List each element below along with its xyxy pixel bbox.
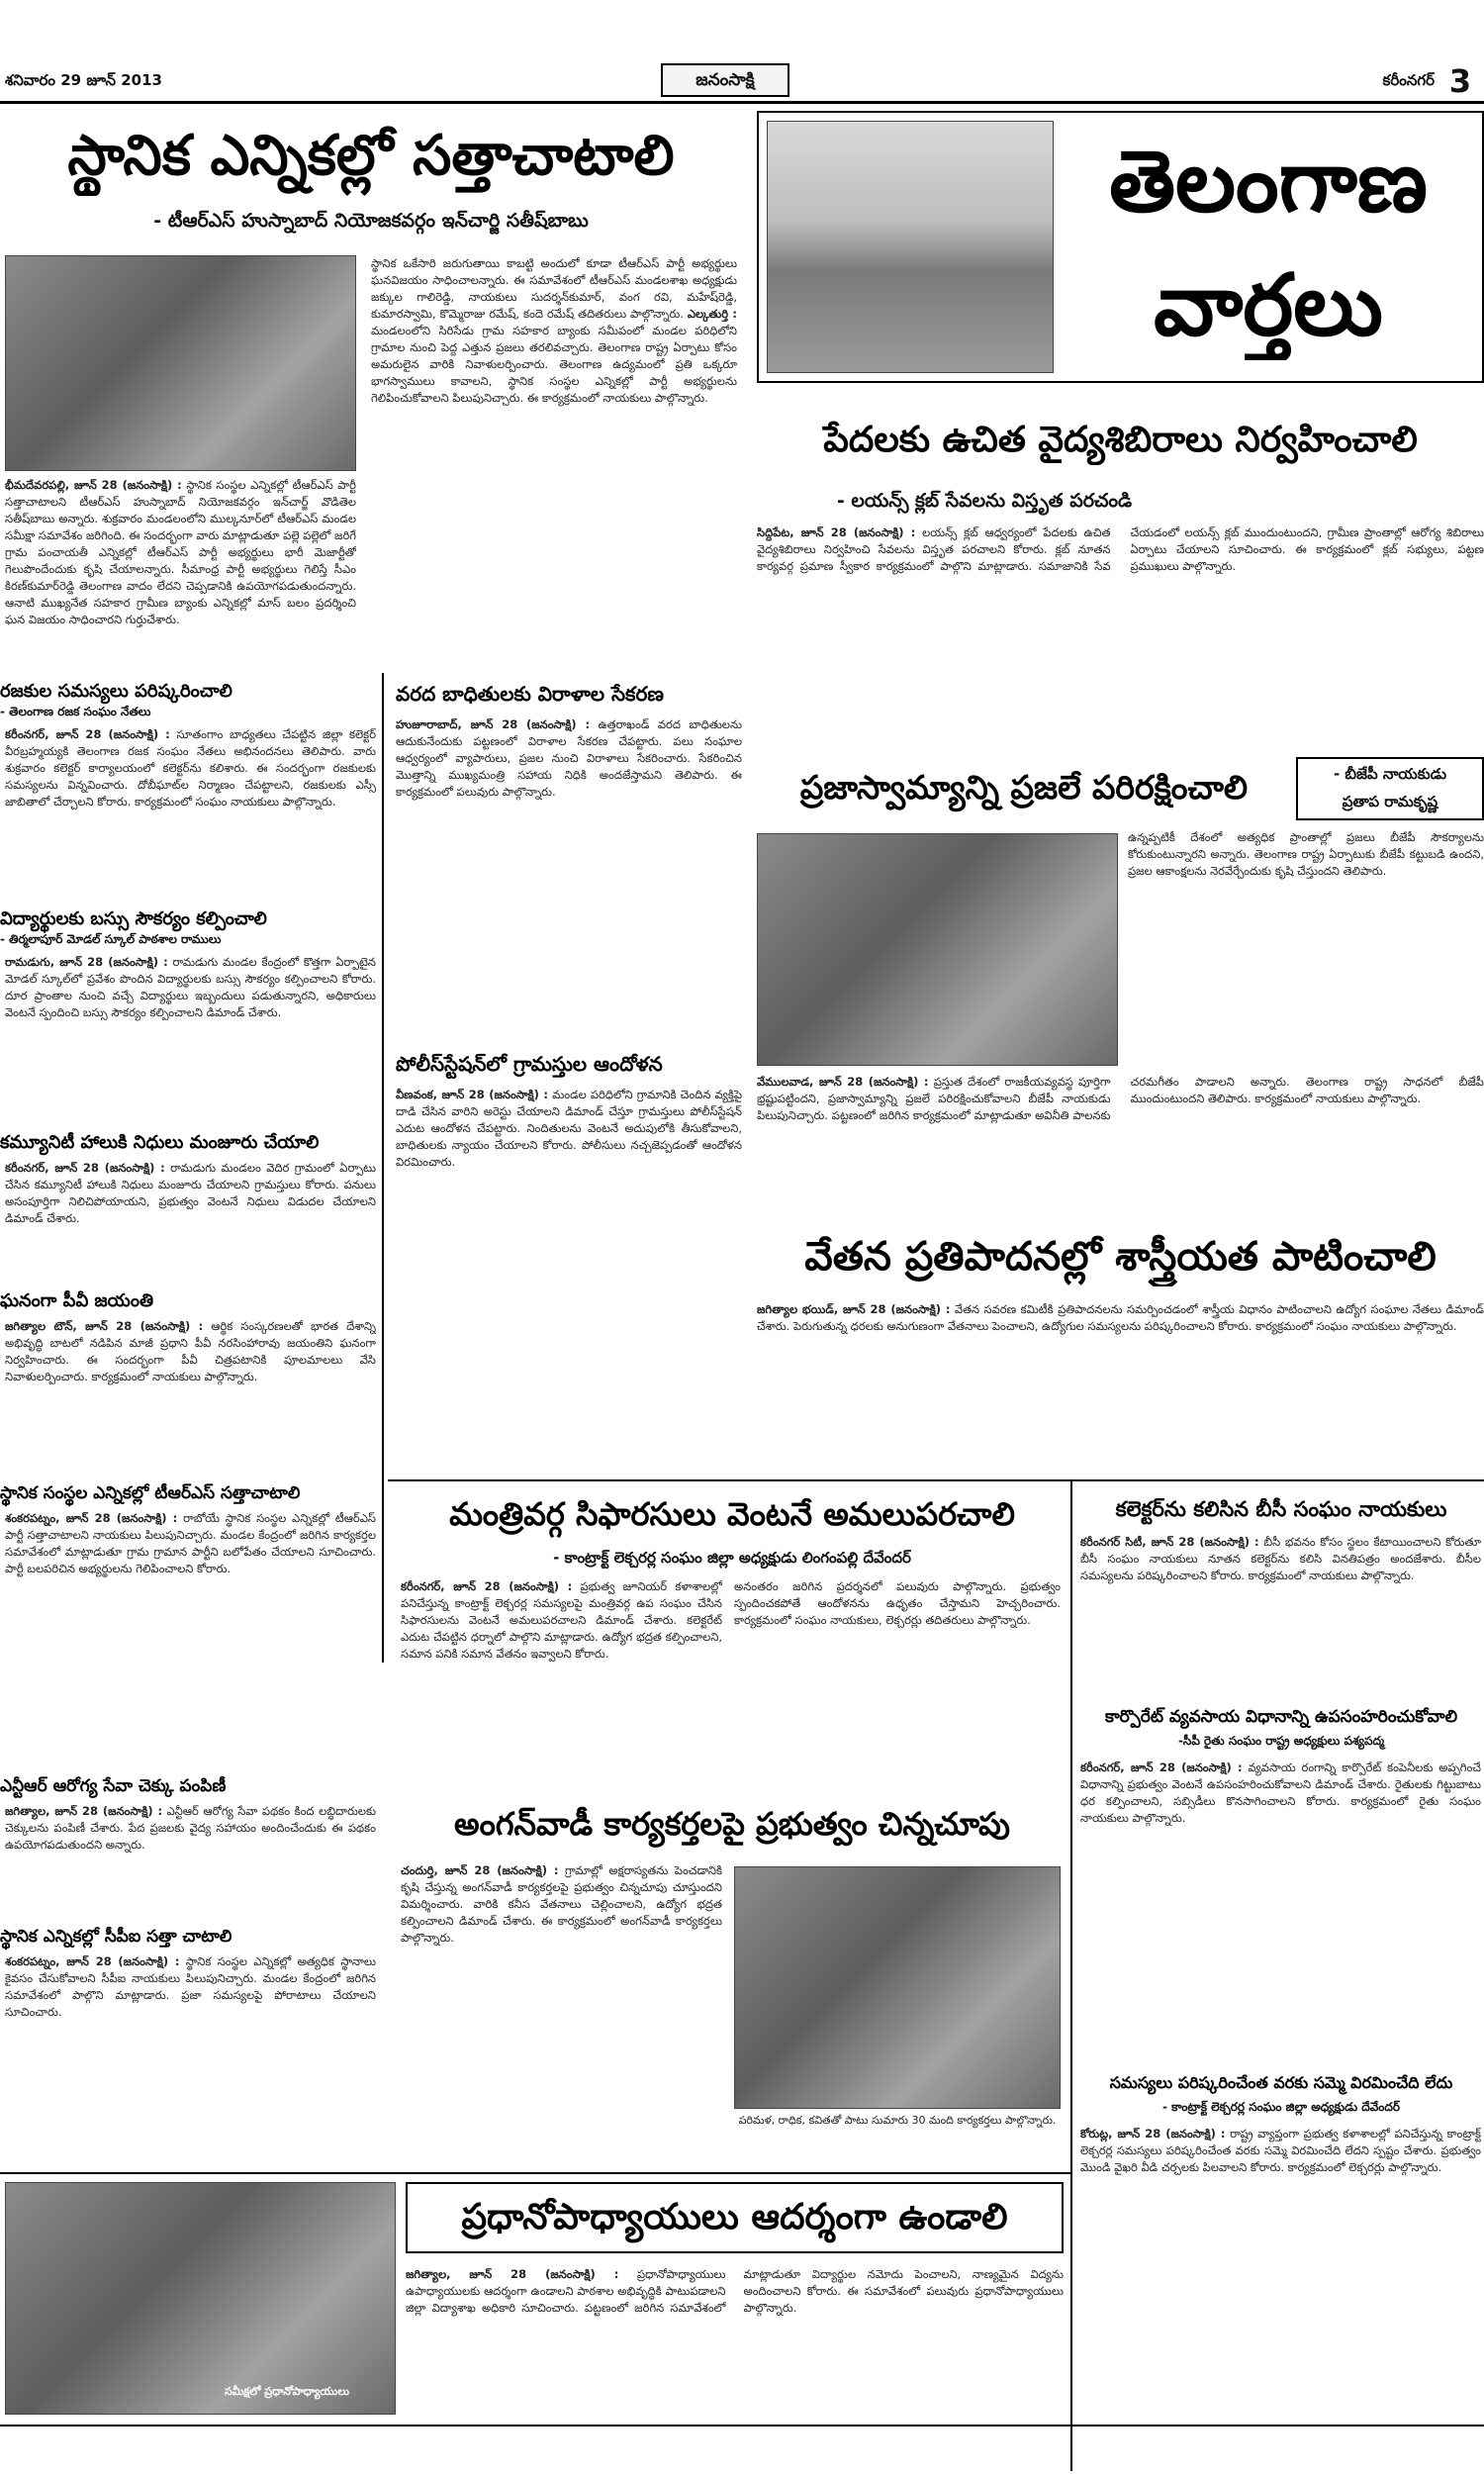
cpi-local-body [5, 1953, 376, 2102]
anganwadi-headline: అంగన్‌వాడీ కార్యకర్తలపై ప్రభుత్వం చిన్నచూపు [454, 1805, 1010, 1843]
feature-banner [757, 111, 1484, 383]
feature-title-line1: తెలంగాణ [1109, 133, 1428, 232]
headmasters-top-rule [0, 2172, 1070, 2174]
flood-relief-headline: వరద బాధితులకు విరాళాల సేకరణ [396, 682, 664, 706]
police-station-text: మండల పరిధిలోని గ్రామానికి చెందిన వ్యక్తిపై దాడి చేసిన వారిని అరెస్టు చేయాలని డిమాండ్ చేస్తూ గ్రామస్తులు పోలీస్‌స్టేషన్ ఎదుట ఆందోళన చేపట్టారు. నిందితులను వెంటనే అదుపులోకి తీసుకోవాలని, బాధితులకు న్యాయం చేయాలని కోరారు. పోలీసులు నచ్చజెప్పడంతో ఆందోళన విరమించారు. [396, 1088, 742, 1169]
community-hall-headline: కమ్యూనిటీ హాలుకి నిధులు మంజూరు చేయాలి [0, 1132, 320, 1153]
democracy-photo [757, 833, 1118, 1066]
students-bus-headline: విద్యార్థులకు బస్సు సౌకర్యం కల్పించాలి [0, 908, 267, 929]
flood-relief-dateline: హుజూరాబాద్, జూన్ 28 (జనంసాక్షి) : [396, 717, 591, 731]
students-bus-body [5, 954, 376, 1122]
masthead-name: జనంసాక్షి [696, 70, 755, 90]
header-rule [0, 101, 1484, 104]
feature-title-line2: వార్తలు [1154, 256, 1383, 355]
header-date: శనివారం 29 జూన్ 2013 [5, 71, 162, 89]
medical-camps-byline: - లయన్స్ క్లబ్ సేవలను విస్తృత పరచండి [836, 490, 1133, 512]
medical-camps-headline: పేదలకు ఉచిత వైద్యశిబిరాలు నిర్వహించాలి [823, 420, 1418, 460]
left-column-rule [382, 673, 384, 1663]
anganwadi-dateline: చందుర్తి, జూన్ 28 (జనంసాక్షి) : [401, 1863, 559, 1877]
local-elections-body [5, 477, 356, 665]
anganwadi-photo [734, 1866, 1061, 2109]
headmasters-photo [5, 2182, 396, 2415]
ntr-arogya-dateline: జగిత్యాల, జూన్ 28 (జనంసాక్షి) : [5, 1804, 163, 1818]
students-bus-text: రామడుగు మండల కేంద్రంలో కొత్తగా ఏర్పాటైన మోడల్ స్కూల్‌లో ప్రవేశం పొందిన విద్యార్థులకు బస్సు సౌకర్యం కల్పించాలని కోరారు. దూర ప్రాంతాల నుంచి వచ్చే విద్యార్థులు ఇబ్బందులు పడుతున్నారని, అధికారులు వెంటనే స్పందించి బస్సు సౌకర్యం కల్పించాలని డిమాండ్ చేశారు. [5, 955, 376, 1019]
anganwadi-caption: పరిమళ, రాధిక, కవితతో పాటు సుమారు 30 మంది కార్యకర్తలు పాల్గొన్నారు. [738, 2114, 1057, 2127]
corporate-text: వ్యవసాయ రంగాన్ని కార్పొరేట్ కంపెనీలకు అప్పగించే విధానాన్ని ప్రభుత్వం వెంటనే ఉపసంహరించుకోవాలని డిమాండ్ చేశారు. రైతులకు గిట్టుబాటు ధర కల్పించాలని, సబ్సిడీలు కొనసాగించాలని కోరారు. కార్యక్రమంలో రైతు సంఘం నాయకులు పాల్గొన్నారు. [1080, 1760, 1481, 1825]
ministers-text: ప్రభుత్వ జూనియర్ కళాశాలల్లో పనిచేస్తున్న కాంట్రాక్ట్ లెక్చరర్ల సమస్యలపై మంత్రివర్గ ఉప సంఘం చేసిన సిఫారసులను వెంటనే అమలుపరచాలని డిమాండ్ చేశారు. కలెక్టరేట్ ఎదుట చేపట్టిన ధర్నాలో పాల్గొని మాట్లాడారు. ఉద్యోగ భద్రత కల్పించాలని, సమాన పనికి సమాన వేతనం ఇవ్వాలని కోరారు. [401, 1579, 722, 1661]
pv-jayanthi-headline: ఘనంగా పీవీ జయంతి [0, 1290, 154, 1311]
fort-photo [767, 121, 1054, 373]
scientific-text: వేతన సవరణ కమిటీకి ప్రతిపాదనలను సమర్పించడంలో శాస్త్రీయ విధానం పాటించాలని ఉద్యోగ సంఘాల నేతలు డిమాండ్ చేశారు. పెరుగుతున్న ధరలకు అనుగుణంగా వేతనాలు పెంచాలని, ఉద్యోగుల సమస్యలను పరిష్కరించాలని కోరారు. కార్యక్రమంలో సంఘం నాయకులు పాల్గొన్నారు. [757, 1302, 1484, 1333]
ministers-headline: మంత్రివర్గ సిఫారసులు వెంటనే అమలుపరచాలి [449, 1495, 1015, 1533]
local-elections-text-3: మండలంలోని సిరిసేడు గ్రామ సహకార బ్యాంకు సమీపంలో మండల పరిధిలోని గ్రామాల నుంచి పెద్ద ఎత్తున ప్రజలు తరలివచ్చారు. తెలంగాణ రాష్ట్ర ఏర్పాటు కోసం అమరులైన వారికి నివాళులర్పించారు. తెలంగాణ ఉద్యమంలో ప్రతి ఒక్కరూ భాగస్వాములు కావాలని, స్థానిక సంస్థల ఎన్నికల్లో పార్టీ అభ్యర్థులను గెలిపించుకోవాలని పిలుపునిచ్చారు. ఈ కార్యక్రమంలో నాయకులు పాల్గొన్నారు. [371, 324, 737, 405]
medical-camps-body [757, 524, 1484, 722]
trs-local-headline: స్థానిక సంస్థల ఎన్నికల్లో టీఆర్ఎస్ సత్తాచాటాలి [0, 1483, 301, 1503]
flood-relief-body [388, 716, 742, 1033]
headmasters-text: ప్రధానోపాధ్యాయులు ఉపాధ్యాయులకు ఆదర్శంగా ఉండాలని పాఠశాల అభివృద్ధికి పాటుపడాలని జిల్లా విద్యాశాఖ అధికారి సూచించారు. పట్టణంలో జరిగిన సమావేశంలో మాట్లాడుతూ విద్యార్థుల నమోదు పెంచాలని, నాణ్యమైన విద్యను అందించాలని కోరారు. ఈ సమావేశంలో పలువురు ప్రధానోపాధ్యాయులు పాల్గొన్నారు. [406, 2267, 1064, 2315]
trs-local-dateline: శంకరపట్నం, జూన్ 28 (జనంసాక్షి) : [5, 1511, 178, 1525]
ministers-top-rule [388, 1479, 1484, 1481]
community-hall-dateline: కరీంనగర్, జూన్ 28 (జనంసాక్షి) : [5, 1161, 165, 1175]
rajaka-body [5, 726, 376, 885]
police-station-body [388, 1087, 742, 1473]
democracy-dateline: వేములవాడ, జూన్ 28 (జనంసాక్షి) : [757, 1075, 929, 1089]
footer-rule [0, 2425, 1484, 2426]
local-elections-text: స్థానిక సంస్థల ఎన్నికల్లో టీఆర్ఎస్ పార్టీ సత్తాచాటాలని టీఆర్ఎస్ హుస్నాబాద్ నియోజకవర్గం ఇన్‌చార్జ్ వొడితెల సతీష్‌బాబు అన్నారు. శుక్రవారం మండలంలోని ముల్కనూర్‌లో టీఆర్ఎస్ మండల సమీక్షా సమావేశం జరిగింది. ఈ సందర్భంగా వారు మాట్లాడుతూ పల్లె పల్లెలో జరిగే గ్రామ పంచాయతీ ఎన్నికల్లో టీఆర్ఎస్ పార్టీ అభ్యర్థులు భారీ మెజార్టీతో గెలుపొందేందుకు కృషి చేయాలన్నారు. సీమాంధ్ర పార్టీ అభ్యర్థులు గెలిస్తే సీఎం కిరణ్‌కుమార్‌రెడ్డి తెలంగాణ వాదం లేదని చెప్పడానికి ఉపయోగపడుతుందన్నారు. ఆనాటి ముఖ్యనేత సహకార గ్రామీణ బ్యాంకు ఎన్నికల్లో మాస్ బలం ప్రదర్శించి ఘన విజయం సాధించారని గుర్తుచేశారు. [5, 478, 356, 626]
strike-text: రాష్ట్ర వ్యాప్తంగా ప్రభుత్వ కళాశాలల్లో పనిచేస్తున్న కాంట్రాక్ట్ లెక్చరర్ల సమస్యలు పరిష్కరించేంత వరకు సమ్మె విరమించేది లేదని స్పష్టం చేశారు. ప్రభుత్వం మొండి వైఖరి వీడి చర్చలకు పిలవాలని కోరారు. కార్యక్రమంలో లెక్చరర్లు పాల్గొన్నారు. [1080, 2127, 1481, 2174]
right-column-rule [1070, 1481, 1072, 2471]
local-elections-photo [5, 255, 356, 471]
strike-body [1080, 2126, 1481, 2423]
local-elections-body-2 [371, 255, 737, 665]
strike-dateline: కోరుట్ల, జూన్ 28 (జనంసాక్షి) : [1080, 2127, 1226, 2141]
local-elections-headline: స్థానిక ఎన్నికల్లో సత్తాచాటాలి [67, 124, 675, 188]
strike-headline: సమస్యలు పరిష్కరించేంత వరకు సమ్మె విరమించేది లేదు [1109, 2073, 1453, 2092]
pv-jayanthi-body [5, 1318, 376, 1467]
collector-text: బీసీ భవనం కోసం స్థలం కేటాయించాలని కోరుతూ బీసీ సంఘం నాయకులు నూతన కలెక్టర్‌ను కలిసి వినతిపత్రం అందజేశారు. బీసీల సమస్యలను పరిష్కరించాలని కోరారు. కార్యక్రమంలో నాయకులు పాల్గొన్నారు. [1080, 1535, 1481, 1582]
headmasters-headline: ప్రధానోపాధ్యాయులు ఆదర్శంగా ఉండాలి [406, 2182, 1064, 2253]
local-elections-dateline-2: ఎల్కతుర్తి : [687, 307, 737, 321]
trs-local-text: రాబోయే స్థానిక సంస్థల ఎన్నికల్లో టీఆర్ఎస్ పార్టీ సత్తాచాటాలని నాయకులు పిలుపునిచ్చారు. మండల కేంద్రంలో జరిగిన కార్యకర్తల సమావేశంలో మాట్లాడుతూ గ్రామ గ్రామాన పార్టీని బలోపేతం చేయాలని సూచించారు. పార్టీ బలపరిచిన అభ్యర్థులను గెలిపించాలని కోరారు. [5, 1511, 376, 1575]
democracy-body [757, 1074, 1484, 1202]
corporate-body [1080, 1760, 1481, 2056]
community-hall-body [5, 1160, 376, 1279]
pv-jayanthi-dateline: జగిత్యాల టౌన్, జూన్ 28 (జనంసాక్షి) : [5, 1319, 204, 1333]
ntr-arogya-text: ఎన్టీఆర్ ఆరోగ్య సేవా పథకం కింద లబ్ధిదారులకు చెక్కులను పంపిణీ చేశారు. పేద ప్రజలకు వైద్య సహాయం అందించేందుకు ఈ పథకం ఉపయోగపడుతుందని అన్నారు. [5, 1804, 376, 1852]
scientific-body [757, 1301, 1484, 1475]
rajaka-text: సూతంగాం బాధ్యతలు చేపట్టిన జిల్లా కలెక్టర్ వీరబ్రహ్మయ్యకి తెలంగాణ రజక సంఘం నేతలు అభినందనలు తెలిపారు. వారు శుక్రవారం కలెక్టర్ కార్యాలయంలో కలెక్టర్‌ను కలిశారు. ఈ సందర్భంగా రజకులకు సమస్యలను విన్నవించారు. దోబీఘాట్‌ల నిర్మాణం చేపట్టాలని, రజకులకు ఎస్సీ జాబితాలో చేర్చాలని కోరారు. కార్యక్రమంలో సంఘం నాయకులు పాల్గొన్నారు. [5, 727, 376, 809]
trs-local-body [5, 1510, 376, 1767]
medical-camps-text: లయన్స్ క్లబ్ ఆధ్వర్యంలో పేదలకు ఉచిత వైద్యశిబిరాలు నిర్వహించి సేవలను విస్తృత పరచాలని కోరారు. క్లబ్ నూతన కార్యవర్గ ప్రమాణ స్వీకార కార్యక్రమంలో పాల్గొని మాట్లాడారు. సమాజానికి సేవ చేయడంలో లయన్స్ క్లబ్ ముందుంటుందని, గ్రామీణ ప్రాంతాల్లో ఆరోగ్య శిబిరాలు ఏర్పాటు చేయాలని సూచించారు. ఈ కార్యక్రమంలో క్లబ్ సభ్యులు, పట్టణ ప్రముఖులు పాల్గొన్నారు. [757, 525, 1484, 573]
police-station-dateline: వీణవంక, జూన్ 28 (జనంసాక్షి) : [396, 1088, 548, 1101]
democracy-text: ప్రస్తుత దేశంలో రాజకీయవ్యవస్థ పూర్తిగా భ్రష్టుపట్టిందని, ప్రజాస్వామ్యాన్ని ప్రజలే పరిరక్షించుకోవాలని బీజేపీ నాయకుడు పిలుపునిచ్చారు. పట్టణంలో జరిగిన కార్యక్రమంలో మాట్లాడుతూ అవినీతి పాలనకు చరమగీతం పాడాలని అన్నారు. తెలంగాణ రాష్ట్ర సాధనలో బీజేపీ ముందుంటుందని తెలిపారు. కార్యక్రమంలో నాయకులు పాల్గొన్నారు. [757, 1075, 1484, 1122]
cpi-local-dateline: శంకరపట్నం, జూన్ 28 (జనంసాక్షి) : [5, 1954, 180, 1968]
police-station-headline: పోలీస్‌స్టేషన్‌లో గ్రామస్తుల ఆందోళన [396, 1052, 663, 1076]
ministers-text-2: అనంతరం జరిగిన ప్రదర్శనలో పలువురు పాల్గొన్నారు. ప్రభుత్వం స్పందించకపోతే ఆందోళనను ఉధృతం చేస్తామని హెచ్చరించారు. కార్యక్రమంలో సంఘం నాయకులు, లెక్చరర్లు తదితరులు పాల్గొన్నారు. [734, 1579, 1061, 1627]
ntr-arogya-headline: ఎన్టీఆర్ ఆరోగ్య సేవా చెక్కు పంపిణీ [0, 1776, 227, 1796]
collector-dateline: కరీంనగర్ సిటీ, జూన్ 28 (జనంసాక్షి) : [1080, 1535, 1259, 1549]
headmasters-body [406, 2266, 1064, 2420]
scientific-dateline: జగిత్యాల భయిడ్, జూన్ 28 (జనంసాక్షి) : [757, 1302, 951, 1316]
cpi-local-headline: స్థానిక ఎన్నికల్లో సీపీఐ సత్తా చాటాలి [0, 1927, 232, 1947]
rajaka-headline: రజకుల సమస్యలు పరిష్కరించాలి [0, 681, 232, 702]
democracy-byline-2: ప్రతాప రామకృష్ణ [1342, 793, 1438, 810]
ministers-byline: - కాంట్రాక్ట్ లెక్చరర్ల సంఘం జిల్లా అధ్యక్షుడు లింగంపల్లి దేవేందర్ [553, 1549, 911, 1567]
corporate-headline: కార్పొరేట్ వ్యవసాయ విధానాన్ని ఉపసంహరించుకోవాలి [1104, 1707, 1458, 1727]
rajaka-dateline: కరీంనగర్, జూన్ 28 (జనంసాక్షి) : [5, 727, 170, 741]
local-elections-dateline: భీమదేవరపల్లి, జూన్ 28 (జనంసాక్షి) : [5, 478, 182, 492]
header-edition: కరీంనగర్ [1382, 71, 1435, 89]
corporate-subhead: -సీపీ రైతు సంఘం రాష్ట్ర అధ్యక్షులు పశ్యపద్మ [1177, 1734, 1385, 1748]
democracy-byline-box [1296, 757, 1484, 820]
ntr-arogya-body [5, 1803, 376, 1912]
local-elections-byline: - టీఆర్ఎస్ హుస్నాబాద్ నియోజకవర్గం ఇన్‌చార్జి సతీష్‌బాబు [153, 210, 589, 232]
democracy-headline: ప్రజాస్వామ్యాన్ని ప్రజలే పరిరక్షించాలి [799, 768, 1249, 807]
strike-subhead: - కాంట్రాక్ట్ లెక్చరర్ల సంఘం జిల్లా అధ్యక్షుడు దేవేందర్ [1162, 2100, 1400, 2114]
students-bus-dateline: రామడుగు, జూన్ 28 (జనంసాక్షి) : [5, 955, 168, 969]
ministers-body-2 [734, 1578, 1061, 1781]
anganwadi-body [401, 1862, 722, 2159]
corporate-dateline: కరీంనగర్, జూన్ 28 (జనంసాక్షి) : [1080, 1760, 1243, 1774]
democracy-text-2: ఉన్నప్పటికీ దేశంలో అత్యధిక ప్రాంతాల్లో ప్రజలు బీజేపీ సౌకర్యాలను కోరుకుంటున్నారని అన్నారు. తెలంగాణ రాష్ట్ర ఏర్పాటుకు బీజేపీ కట్టుబడి ఉందని, ప్రజల ఆకాంక్షలను నెరవేర్చేందుకు కృషి చేస్తుందని తెలిపారు. [1128, 830, 1484, 878]
rajaka-subhead: - తెలంగాణ రజక సంఘం నేతలు [0, 705, 151, 718]
democracy-byline-1: - బీజేపీ నాయకుడు [1333, 765, 1447, 783]
headmasters-photo-caption: సమీక్షలో ప్రధానోపాధ్యాయులు [225, 2385, 349, 2398]
masthead-logo [661, 63, 789, 97]
page-header [0, 61, 1484, 101]
cpi-local-text: స్థానిక సంస్థల ఎన్నికల్లో అత్యధిక స్థానాలు కైవసం చేసుకోవాలని సీపీఐ నాయకులు పిలుపునిచ్చారు. మండల కేంద్రంలో జరిగిన సమావేశంలో పాల్గొని మాట్లాడారు. ప్రజా సమస్యలపై పోరాటాలు చేయాలని సూచించారు. [5, 1954, 376, 2019]
collector-headline: కలెక్టర్‌ను కలిసిన బీసీ సంఘం నాయకులు [1115, 1497, 1447, 1521]
anganwadi-text: గ్రామాల్లో అక్షరాస్యతను పెంచడానికి కృషి చేస్తున్న అంగన్‌వాడీ కార్యకర్తలపై ప్రభుత్వం చిన్నచూపు చూస్తుందని విమర్శించారు. వారికి కనీస వేతనాలు చెల్లించాలని, ఉద్యోగ భద్రత కల్పించాలని డిమాండ్ చేశారు. ఈ కార్యక్రమంలో అంగన్‌వాడీ కార్యకర్తలు పాల్గొన్నారు. [401, 1863, 722, 1945]
students-bus-subhead: - తిర్మలాపూర్ మోడల్ స్కూల్ పాఠశాల రాములు [0, 932, 222, 946]
community-hall-text: రామడుగు మండలం వెదిర గ్రామంలో ఏర్పాటు చేసిన కమ్యూనిటీ హాలుకి నిధులు మంజూరు చేయాలని గ్రామస్తులు కోరారు. పనులు అసంపూర్తిగా నిలిచిపోయాయని, ప్రభుత్వం వెంటనే నిధులు విడుదల చేయాలని డిమాండ్ చేశారు. [5, 1161, 376, 1225]
democracy-body-2 [1128, 829, 1484, 1067]
scientific-headline: వేతన ప్రతిపాదనల్లో శాస్త్రీయత పాటించాలి [804, 1234, 1437, 1280]
page-number: 3 [1448, 62, 1472, 100]
collector-body [1080, 1534, 1481, 1692]
ministers-body [401, 1578, 722, 1781]
medical-camps-dateline: సిద్దిపేట, జూన్ 28 (జనంసాక్షి) : [757, 525, 916, 539]
headmasters-dateline: జగిత్యాల, జూన్ 28 (జనంసాక్షి) : [406, 2267, 619, 2281]
ministers-dateline: కరీంనగర్, జూన్ 28 (జనంసాక్షి) : [401, 1579, 573, 1593]
pv-jayanthi-text: ఆర్థిక సంస్కరణలతో భారత దేశాన్ని అభివృద్ధి బాటలో నడిపిన మాజీ ప్రధాని పీవీ నరసింహారావు జయంతిని ఘనంగా నిర్వహించారు. ఈ సందర్భంగా పీవీ చిత్రపటానికి పూలమాలలు వేసి నివాళులర్పించారు. కార్యక్రమంలో నాయకులు పాల్గొన్నారు. [5, 1319, 376, 1383]
local-elections-text-2: స్థానిక ఒకేసారి జరుగుతాయి కాబట్టి అందులో కూడా టీఆర్ఎస్ పార్టీ అభ్యర్థులు ఘనవిజయం సాధించాలన్నారు. ఈ సమావేశంలో టీఆర్ఎస్ మండలశాఖ అధ్యక్షుడు జక్కుల గాలిరెడ్డి, నాయకులు సుదర్శన్‌కుమార్, వంగ రవి, మహేష్‌రెడ్డి, కుమారస్వామి, కొమ్మెరాజు రమేష్, కందె రమేష్ తదితరులు పాల్గొన్నారు. [371, 256, 737, 321]
flood-relief-text: ఉత్తరాఖండ్ వరద బాధితులను ఆదుకునేందుకు పట్టణంలో విరాళాల సేకరణ చేపట్టారు. పలు సంఘాల ఆధ్వర్యంలో వ్యాపారులు, ప్రజల నుంచి విరాళాలు సేకరించారు. సేకరించిన మొత్తాన్ని ముఖ్యమంత్రి సహాయ నిధికి అందజేస్తామని తెలిపారు. ఈ కార్యక్రమంలో పలువురు పాల్గొన్నారు. [396, 717, 742, 799]
